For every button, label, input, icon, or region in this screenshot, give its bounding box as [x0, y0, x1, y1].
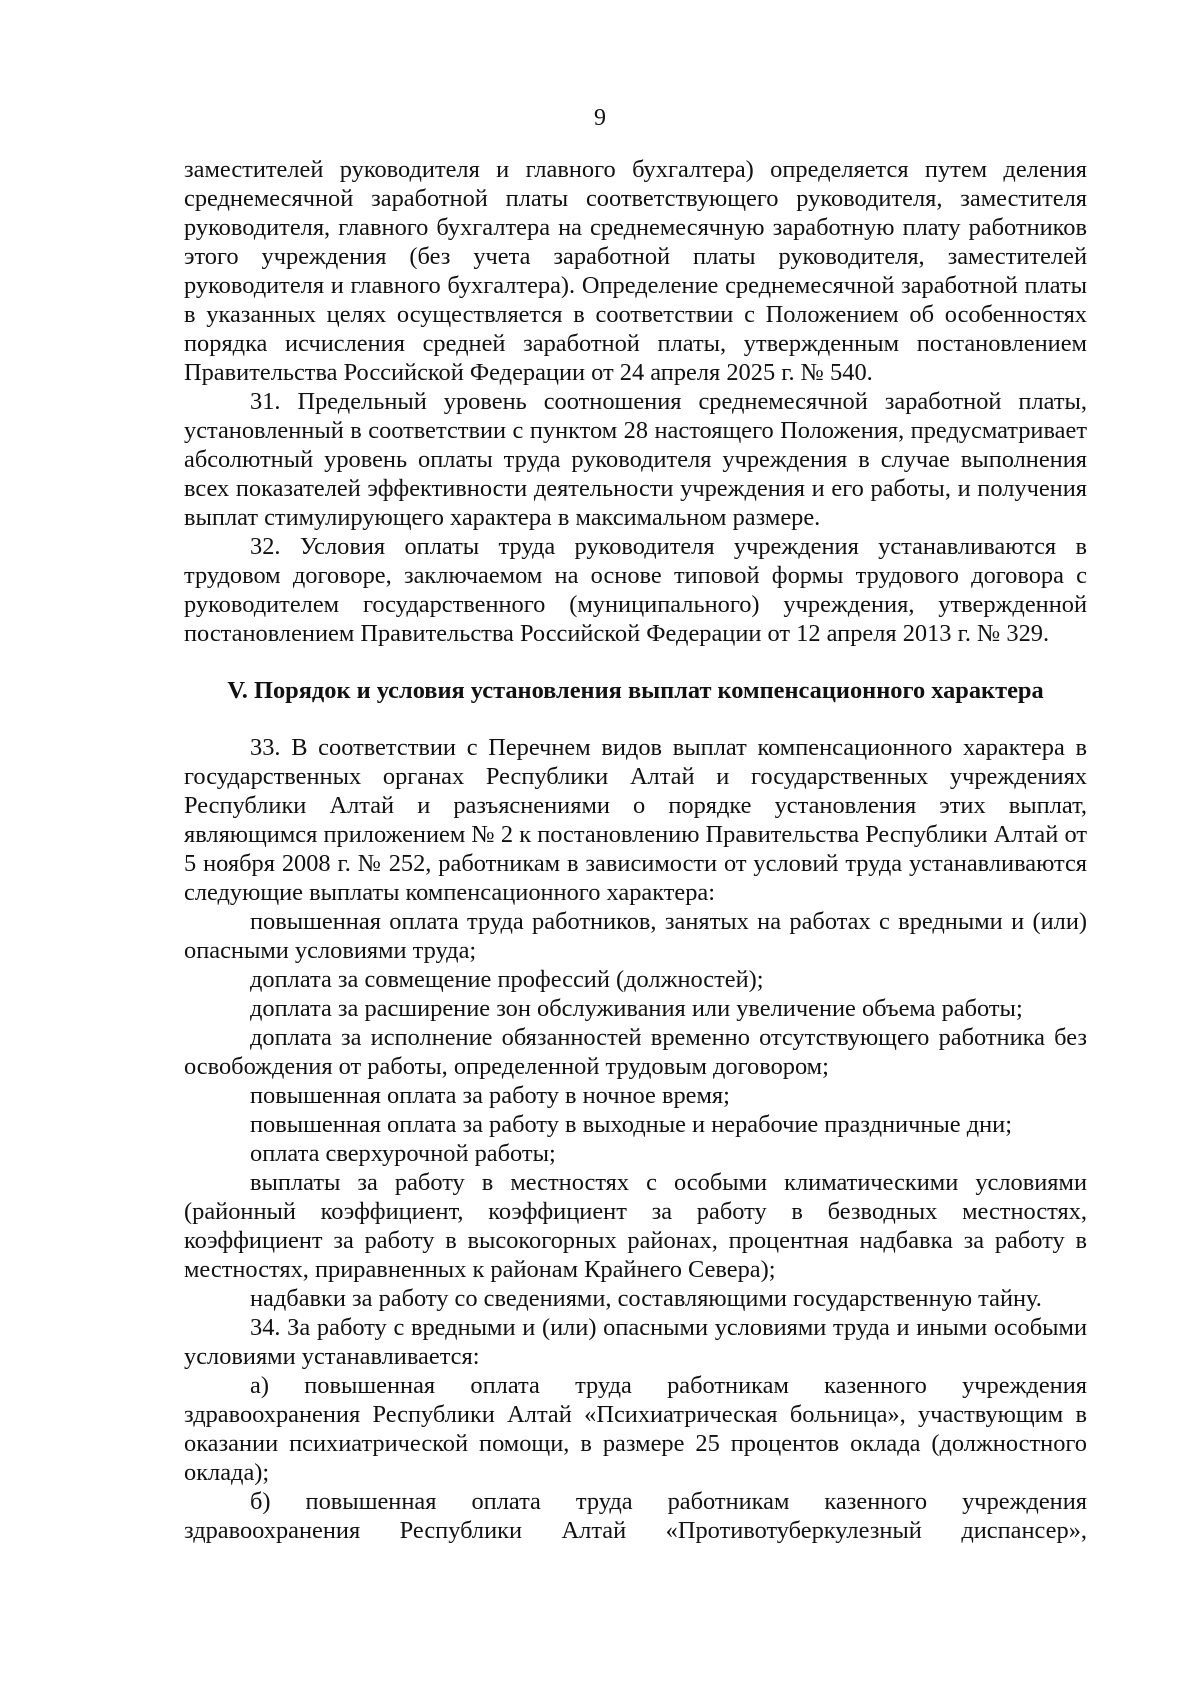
paragraph-34-a: а) повышенная оплата труда работникам казенного учреждения здравоохранения Республики Алтай «Психиатрическая больница», участвующим в оказании психиатрической помощи, в размере 25 процентов оклада (должностного оклада);	[184, 1372, 1087, 1486]
list-item-hazardous-conditions: повышенная оплата труда работников, занятых на работах с вредными и (или) опасными условиями труда;	[184, 908, 1087, 964]
list-item-state-secret: надбавки за работу со сведениями, составляющими государственную тайну.	[250, 1285, 1042, 1312]
list-item-climatic-conditions: выплаты за работу в местностях с особыми климатическими условиями (районный коэффициент, коэффициент за работу в безводных местностях, коэффициент за работу в высокогорных районах, процентная надбавка за работу в местностях, приравненных к районам Крайнего Севера);	[184, 1169, 1087, 1283]
paragraph-33: 33. В соответствии с Перечнем видов выплат компенсационного характера в государственных органах Республики Алтай и государственных учреждениях Республики Алтай и разъяснениями о порядке установления этих выплат, являющимся приложением № 2 к постановлению Правительства Республики Алтай от 5 ноября 2008 г. № 252, работникам в зависимости от условий труда устанавливаются следующие выплаты компенсационного характера:	[184, 734, 1087, 906]
list-item-combining-professions: доплата за совмещение профессий (должностей);	[250, 966, 764, 993]
paragraph-30-continuation: заместителей руководителя и главного бухгалтера) определяется путем деления среднемесячной заработной платы соответствующего руководителя, заместителя руководителя, главного бухгалтера на среднемесячную заработную плату работников этого учреждения (без учета заработной платы руководителя, заместителей руководителя и главного бухгалтера). Определение среднемесячной заработной платы в указанных целях осуществляется в соответствии с Положением об особенностях порядка исчисления средней заработной платы, утвержденным постановлением Правительства Российской Федерации от 24 апреля 2025 г. № 540.	[184, 156, 1087, 386]
list-item-temporary-duties: доплата за исполнение обязанностей временно отсутствующего работника без освобождения от работы, определенной трудовым договором;	[184, 1024, 1087, 1080]
list-item-night-work: повышенная оплата за работу в ночное время;	[250, 1082, 730, 1109]
list-item-holiday-work: повышенная оплата за работу в выходные и нерабочие праздничные дни;	[250, 1111, 1013, 1138]
paragraph-34: 34. За работу с вредными и (или) опасными условиями труда и иными особыми условиями устанавливается:	[184, 1314, 1087, 1370]
page-number: 9	[594, 105, 606, 131]
paragraph-32: 32. Условия оплаты труда руководителя учреждения устанавливаются в трудовом договоре, заключаемом на основе типовой формы трудового договора с руководителем государственного (муниципального) учреждения, утвержденной постановлением Правительства Российской Федерации от 12 апреля 2013 г. № 329.	[184, 533, 1087, 647]
section-heading: V. Порядок и условия установления выплат компенсационного характера	[227, 677, 1044, 704]
list-item-expanded-service-zones: доплата за расширение зон обслуживания или увеличение объема работы;	[250, 995, 1023, 1022]
paragraph-31: 31. Предельный уровень соотношения среднемесячной заработной платы, установленный в соответствии с пунктом 28 настоящего Положения, предусматривает абсолютный уровень оплаты труда руководителя учреждения в случае выполнения всех показателей эффективности деятельности учреждения и его работы, и получения выплат стимулирующего характера в максимальном размере.	[184, 388, 1087, 531]
list-item-overtime: оплата сверхурочной работы;	[250, 1140, 556, 1167]
paragraph-34-b: б) повышенная оплата труда работникам казенного учреждения здравоохранения Республики Алтай «Противотуберкулезный диспансер»,	[184, 1488, 1087, 1544]
document-body	[184, 155, 1087, 1545]
